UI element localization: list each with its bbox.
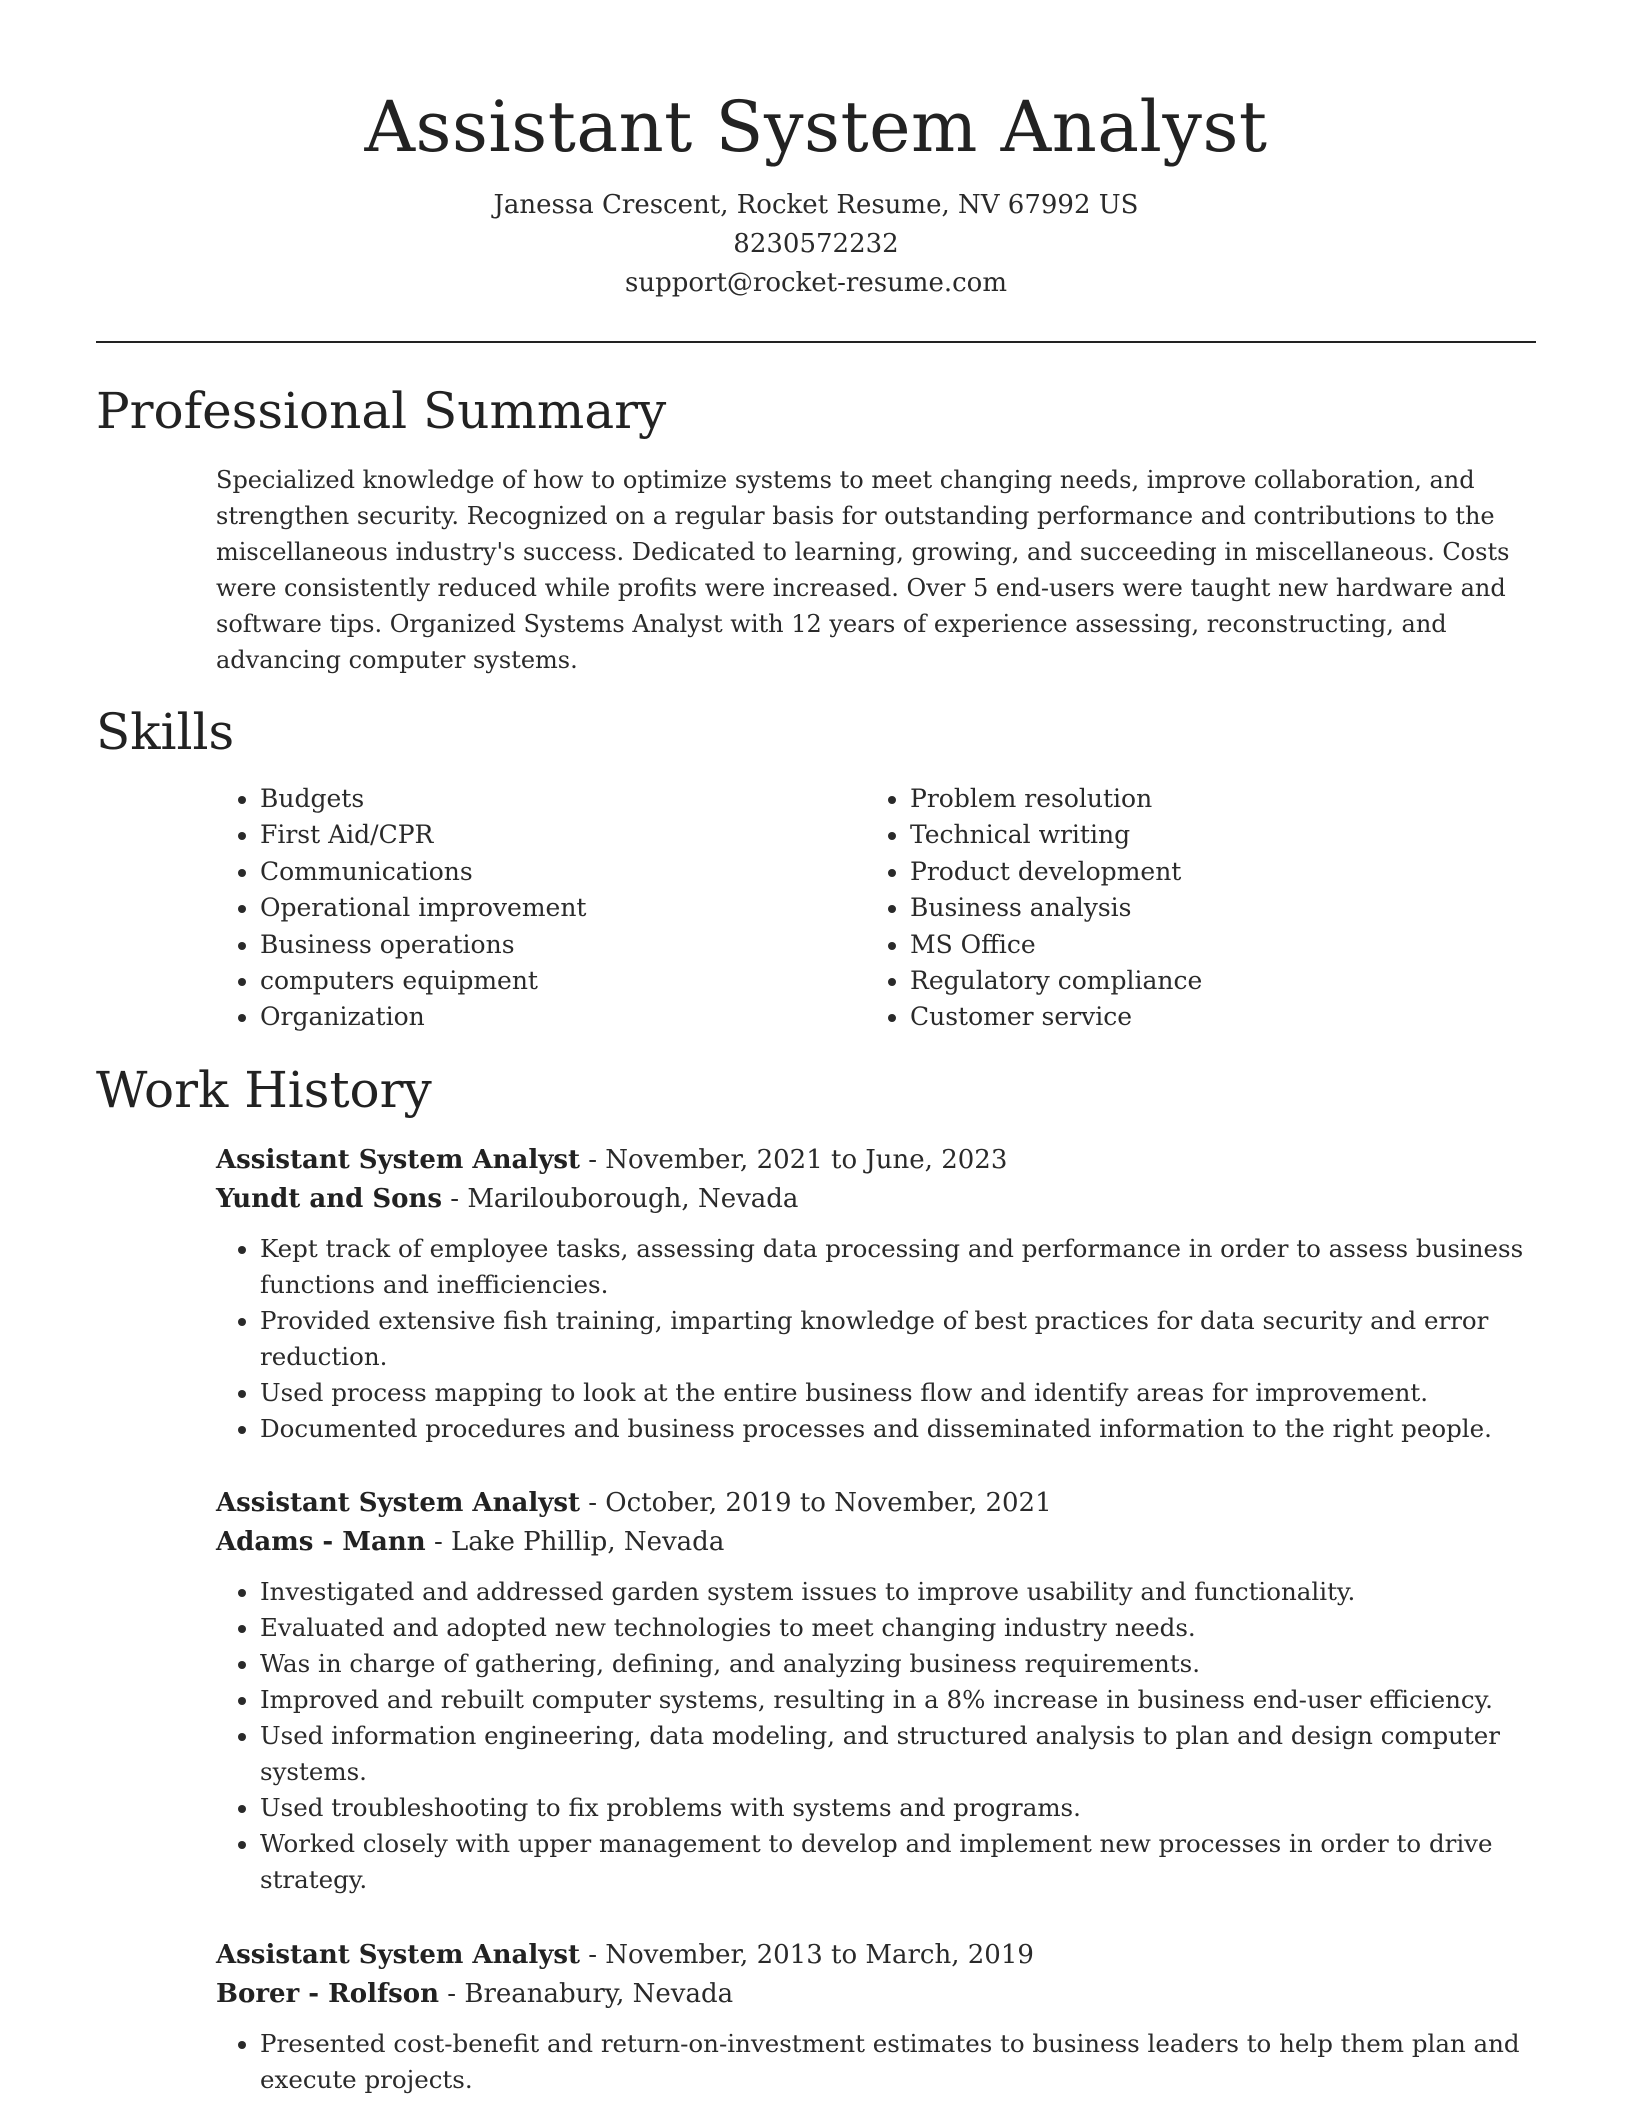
job-bullet: • Improved and rebuilt computer systems, resulting in a 8% increase in business end-user efficiency. [260, 1682, 1536, 1718]
job-bullet: • Used information engineering, data modeling, and structured analysis to plan and design computer systems. [260, 1718, 1536, 1790]
candidate-name: Assistant System Analyst [364, 86, 1268, 168]
job-bullet: • Documented procedures and business processes and disseminated information to the right people. [260, 1411, 1536, 1447]
job-entry [216, 1141, 1536, 1447]
skills-column-right [866, 781, 1516, 1036]
job-entry [216, 1484, 1536, 1898]
job-title: Assistant System Analyst [216, 1145, 580, 1175]
job-title-line [216, 1484, 1536, 1523]
job-company: Adams - Mann [216, 1527, 426, 1557]
skill-item: • Problem resolution [910, 781, 1516, 817]
job-bullet: • Evaluated and adopted new technologies to meet changing industry needs. [260, 1610, 1536, 1646]
job-title-line [216, 1936, 1536, 1975]
job-company-line [216, 1180, 1536, 1219]
job-bullet: • Was in charge of gathering, defining, and analyzing business requirements. [260, 1646, 1536, 1682]
job-company-line [216, 1523, 1536, 1562]
job-location: - Breanabury, Nevada [439, 1979, 734, 2009]
section-title-work-history: Work History [96, 1061, 432, 1119]
job-bullet: • Investigated and addressed garden system issues to improve usability and functionality. [260, 1574, 1536, 1610]
job-title: Assistant System Analyst [216, 1940, 580, 1970]
skill-item: • Communications [260, 854, 866, 890]
skill-item: • Technical writing [910, 817, 1516, 853]
job-bullet: • Presented cost-benefit and return-on-investment estimates to business leaders to help them plan and execute projects. [260, 2026, 1536, 2098]
job-location: - Marilouborough, Nevada [442, 1184, 799, 1214]
skill-item: • Business analysis [910, 890, 1516, 926]
header-divider [96, 341, 1536, 343]
skill-item: • Business operations [260, 927, 866, 963]
skill-item: • computers equipment [260, 963, 866, 999]
section-title-summary: Professional Summary [96, 382, 667, 440]
resume-header [0, 0, 1632, 303]
job-bullets [216, 2026, 1536, 2098]
job-bullets [216, 1574, 1536, 1898]
job-bullet: • Worked closely with upper management to develop and implement new processes in order to drive strategy. [260, 1826, 1536, 1898]
job-dates: - October, 2019 to November, 2021 [579, 1488, 1052, 1518]
skill-item: • Operational improvement [260, 890, 866, 926]
job-company: Borer - Rolfson [216, 1979, 440, 2009]
skill-item: • First Aid/CPR [260, 817, 866, 853]
job-bullet: • Used troubleshooting to fix problems with systems and programs. [260, 1790, 1536, 1826]
job-bullets [216, 1231, 1536, 1447]
job-dates: - November, 2021 to June, 2023 [579, 1145, 1008, 1175]
skills-list [216, 781, 1536, 1036]
skill-item: • Budgets [260, 781, 866, 817]
job-entry [216, 1936, 1536, 2098]
summary-text: Specialized knowledge of how to optimize systems to meet changing needs, improve collaboration, and strengthen security. Recognized on a regular basis for outstanding performance and contributions to the miscellaneous industry's success. Dedicated to learning, growing, and succeeding in miscellaneous. Costs were consistently reduced while profits were increased. Over 5 end-users were taught new hardware and software tips. Organized Systems Analyst with 12 years of experience assessing, reconstructing, and advancing computer systems. [216, 466, 1510, 674]
job-company: Yundt and Sons [216, 1184, 442, 1214]
job-location: - Lake Phillip, Nevada [425, 1527, 725, 1557]
job-title-line [216, 1141, 1536, 1180]
job-title: Assistant System Analyst [216, 1488, 580, 1518]
job-company-line [216, 1975, 1536, 2014]
section-title-skills: Skills [96, 703, 235, 761]
contact-block [0, 186, 1632, 303]
skill-item: • Customer service [910, 999, 1516, 1035]
skills-column-left [216, 781, 866, 1036]
skill-item: • Organization [260, 999, 866, 1035]
contact-phone: 8230572232 [733, 229, 899, 259]
job-dates: - November, 2013 to March, 2019 [579, 1940, 1034, 1970]
job-bullet: • Provided extensive fish training, imparting knowledge of best practices for data security and error reduction. [260, 1303, 1536, 1375]
contact-email: support@rocket-resume.com [624, 268, 1007, 298]
job-bullet: • Kept track of employee tasks, assessing data processing and performance in order to assess business functions and inefficiencies. [260, 1231, 1536, 1303]
skill-item: • Regulatory compliance [910, 963, 1516, 999]
skill-item: • MS Office [910, 927, 1516, 963]
contact-address: Janessa Crescent, Rocket Resume, NV 67992 US [493, 190, 1139, 220]
job-bullet: • Used process mapping to look at the entire business flow and identify areas for improvement. [260, 1375, 1536, 1411]
skill-item: • Product development [910, 854, 1516, 890]
